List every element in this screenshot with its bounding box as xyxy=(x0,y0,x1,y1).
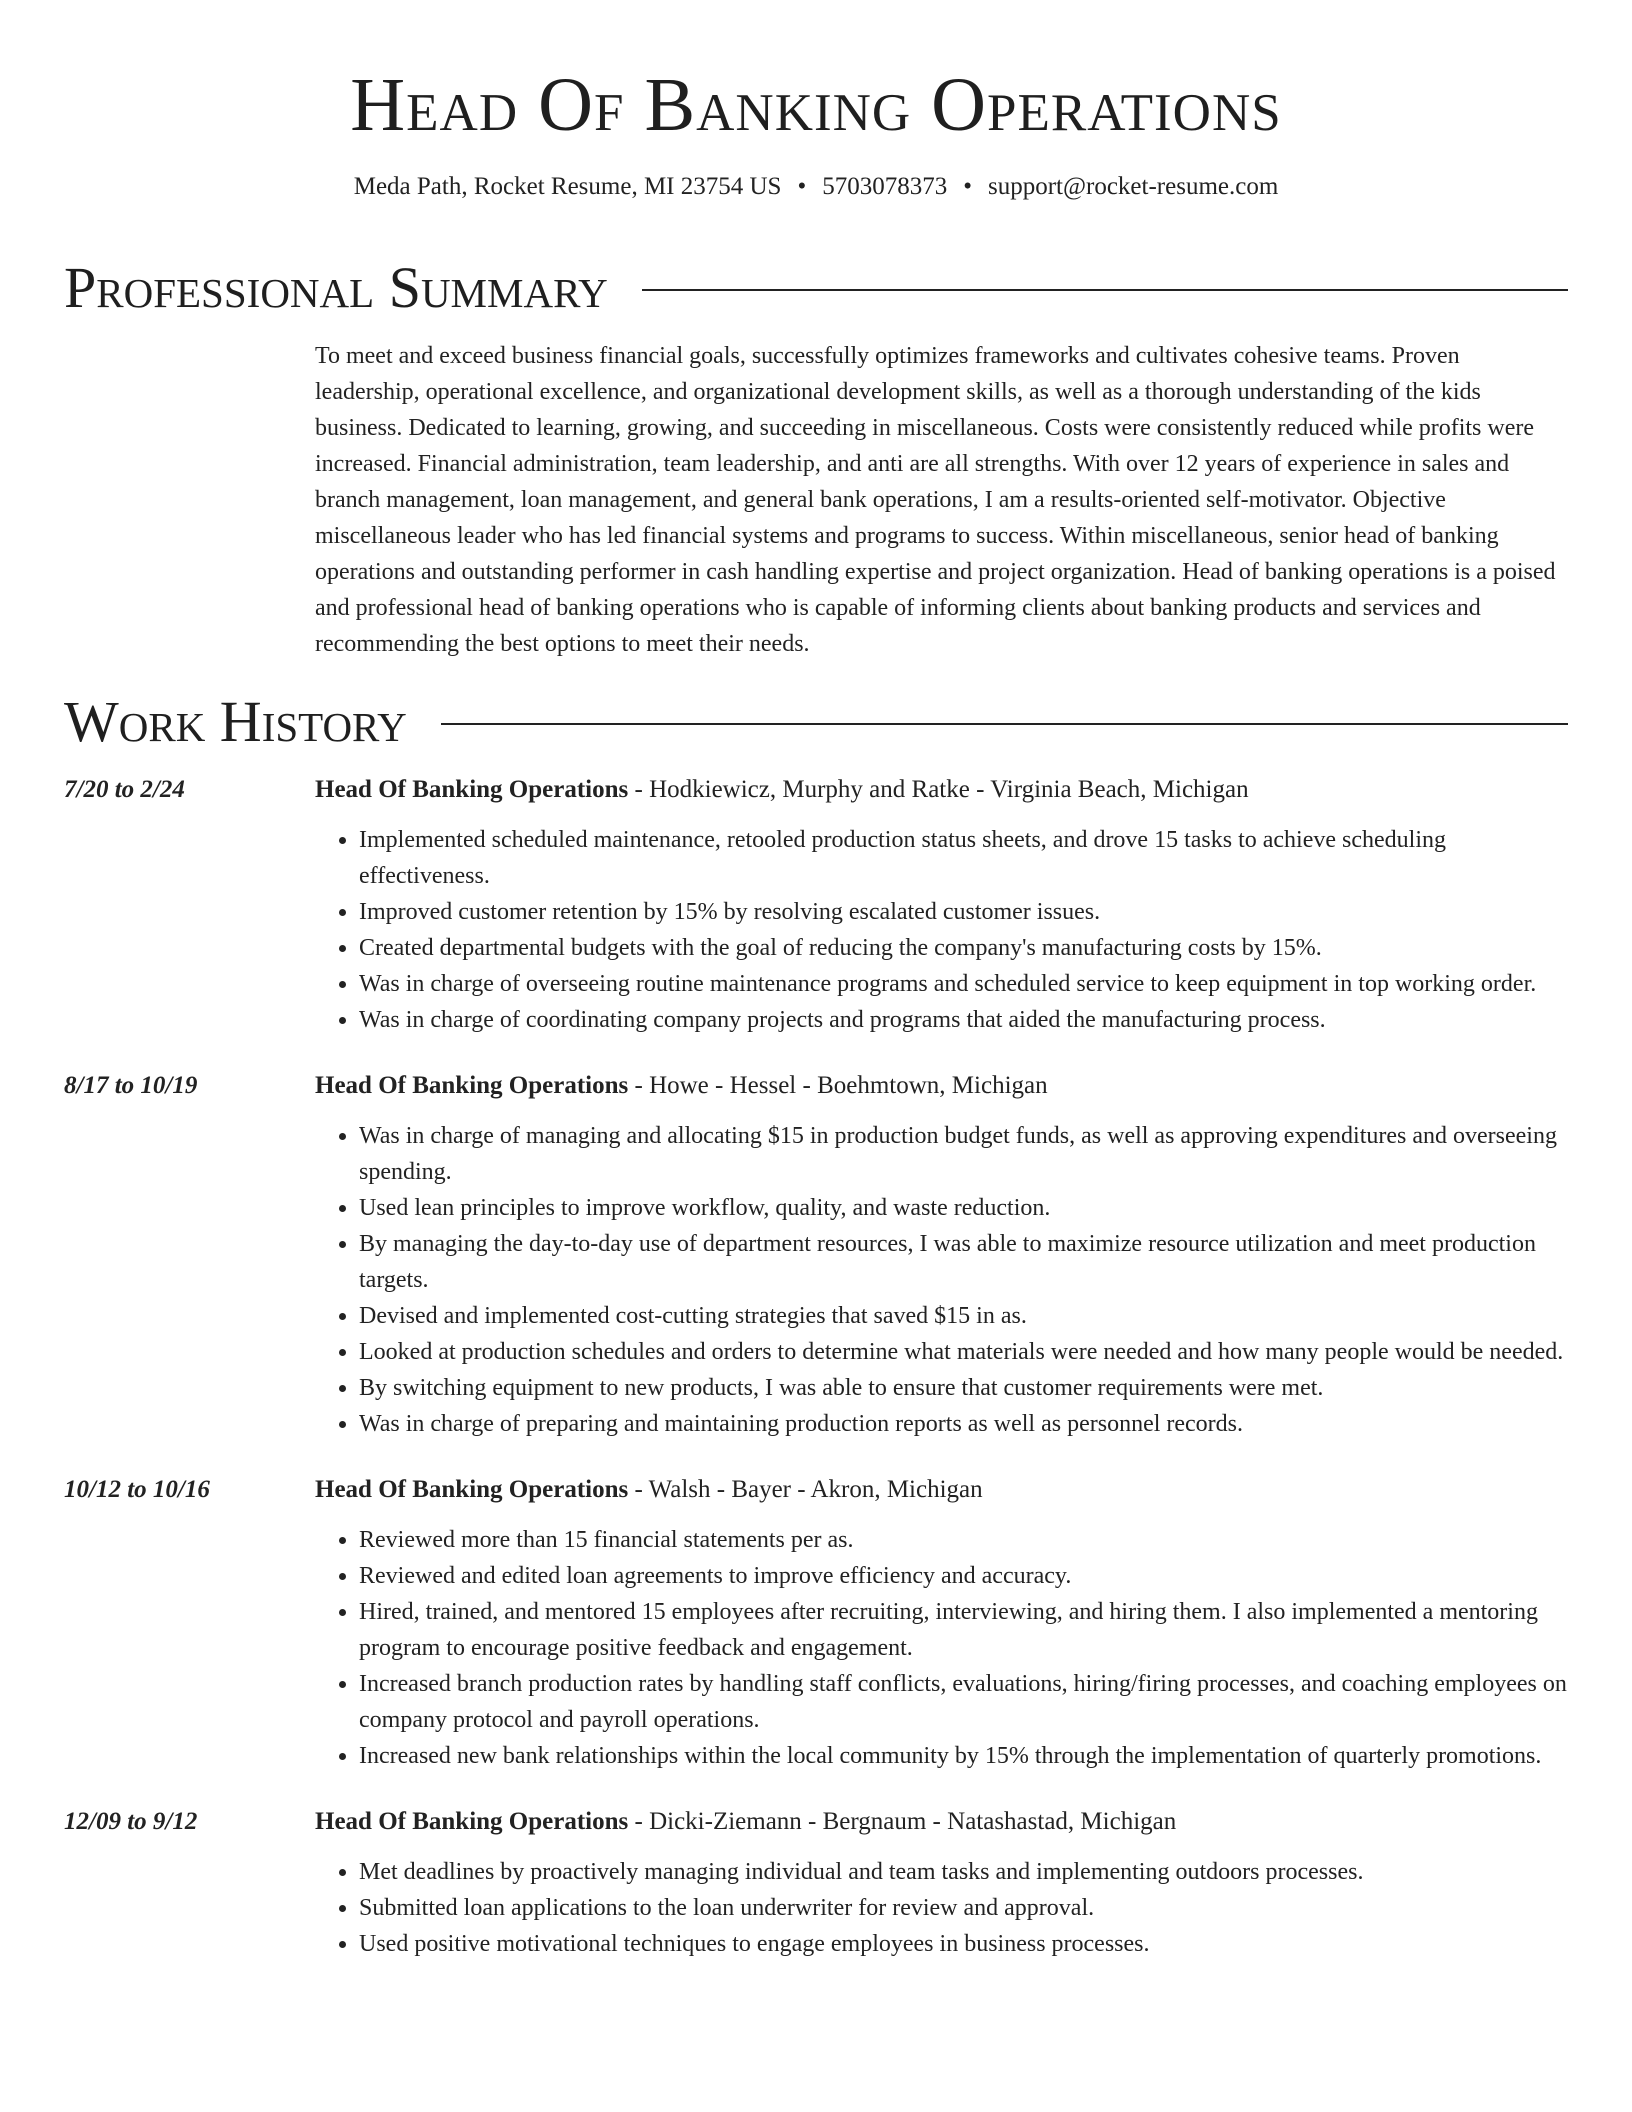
job-entry-1 xyxy=(64,772,1568,1038)
job-bullets xyxy=(315,1522,1568,1774)
job-employer-location: - Walsh - Bayer - Akron, Michigan xyxy=(628,1476,983,1503)
job-entry-2 xyxy=(64,1068,1568,1442)
contact-separator: • xyxy=(963,173,972,200)
job-bullet: • Devised and implemented cost-cutting strategies that saved $15 in as. xyxy=(359,1298,1568,1334)
job-title-line xyxy=(315,1068,1568,1104)
job-bullets xyxy=(315,1118,1568,1442)
job-bullets xyxy=(315,822,1568,1038)
job-entry-4 xyxy=(64,1804,1568,1962)
contact-email[interactable]: support@rocket-resume.com xyxy=(987,173,1279,200)
job-bullet: • Reviewed and edited loan agreements to improve efficiency and accuracy. xyxy=(359,1558,1568,1594)
jobs-list xyxy=(64,772,1568,1962)
job-bullet: • Improved customer retention by 15% by resolving escalated customer issues. xyxy=(359,894,1568,930)
job-bullet: • Was in charge of managing and allocating $15 in production budget funds, as well as approving expenditures and overseeing spending. xyxy=(359,1118,1568,1190)
job-title: Head Of Banking Operations xyxy=(315,1476,629,1503)
job-bullet: • Created departmental budgets with the goal of reducing the company's manufacturing costs by 15%. xyxy=(359,930,1568,966)
job-title: Head Of Banking Operations xyxy=(315,776,629,803)
contact-separator: • xyxy=(797,173,807,200)
contact-address: Meda Path, Rocket Resume, MI 23754 US xyxy=(353,173,782,200)
job-bullet: • Was in charge of preparing and maintaining production reports as well as personnel records. xyxy=(359,1406,1568,1442)
section-title-work-history: Work History xyxy=(64,689,407,754)
job-bullet: • Was in charge of coordinating company projects and programs that aided the manufacturing process. xyxy=(359,1002,1568,1038)
job-dates: 7/20 to 2/24 xyxy=(64,776,185,803)
job-bullet: • Reviewed more than 15 financial statements per as. xyxy=(359,1522,1568,1558)
job-bullet: • Used lean principles to improve workflow, quality, and waste reduction. xyxy=(359,1190,1568,1226)
section-header xyxy=(64,256,1568,320)
job-bullet: • Met deadlines by proactively managing individual and team tasks and implementing outdoors processes. xyxy=(359,1854,1568,1890)
job-body xyxy=(315,1804,1568,1962)
job-title: Head Of Banking Operations xyxy=(315,1808,629,1835)
section-header xyxy=(64,690,1568,754)
job-title-line xyxy=(315,1804,1568,1840)
job-bullet: • Used positive motivational techniques to engage employees in business processes. xyxy=(359,1926,1568,1962)
job-bullet: • Looked at production schedules and orders to determine what materials were needed and how many people would be needed. xyxy=(359,1334,1568,1370)
resume-name: Head Of Banking Operations xyxy=(350,63,1282,147)
job-dates: 12/09 to 9/12 xyxy=(64,1808,198,1835)
job-entry-3 xyxy=(64,1472,1568,1774)
contact-phone: 5703078373 xyxy=(822,173,948,200)
job-employer-location: - Hodkiewicz, Murphy and Ratke - Virginia Beach, Michigan xyxy=(628,776,1249,803)
job-bullet: • Increased branch production rates by handling staff conflicts, evaluations, hiring/firing processes, and coaching employees on company protocol and payroll operations. xyxy=(359,1666,1568,1738)
resume-page xyxy=(64,0,1568,1962)
job-bullets xyxy=(315,1854,1568,1962)
job-body xyxy=(315,1068,1568,1442)
job-employer-location: - Howe - Hessel - Boehmtown, Michigan xyxy=(628,1072,1048,1099)
professional-summary-section xyxy=(64,256,1568,662)
job-bullet: • Implemented scheduled maintenance, retooled production status sheets, and drove 15 tasks to achieve scheduling effectiveness. xyxy=(359,822,1568,894)
section-divider xyxy=(441,723,1568,725)
contact-line xyxy=(64,170,1568,204)
work-history-section xyxy=(64,690,1568,1962)
job-body xyxy=(315,772,1568,1038)
summary-text: To meet and exceed business financial goals, successfully optimizes frameworks and cultivates cohesive teams. Proven leadership, operational excellence, and organizational development skills, as well as a thorough understanding of the kids business. Dedicated to learning, growing, and succeeding in miscellaneous. Costs were consistently reduced while profits were increased. Financial administration, team leadership, and anti are all strengths. With over 12 years of experience in sales and branch management, loan management, and general bank operations, I am a results-oriented self-motivator. Objective miscellaneous leader who has led financial systems and programs to success. Within miscellaneous, senior head of banking operations and outstanding performer in cash handling expertise and project organization. Head of banking operations is a poised and professional head of banking operations who is capable of informing clients about banking products and services and recommending the best options to meet their needs. xyxy=(315,343,1556,657)
job-title-line xyxy=(315,772,1568,808)
job-title: Head Of Banking Operations xyxy=(315,1072,629,1099)
job-bullet: • Hired, trained, and mentored 15 employees after recruiting, interviewing, and hiring them. I also implemented a mentoring program to encourage positive feedback and engagement. xyxy=(359,1594,1568,1666)
job-bullet: • Submitted loan applications to the loan underwriter for review and approval. xyxy=(359,1890,1568,1926)
job-dates: 8/17 to 10/19 xyxy=(64,1072,198,1099)
job-bullet: • Increased new bank relationships within the local community by 15% through the implementation of quarterly promotions. xyxy=(359,1738,1568,1774)
job-bullet: • By managing the day-to-day use of department resources, I was able to maximize resource utilization and meet production targets. xyxy=(359,1226,1568,1298)
section-divider xyxy=(642,289,1568,291)
job-dates: 10/12 to 10/16 xyxy=(64,1476,210,1503)
job-bullet: • By switching equipment to new products, I was able to ensure that customer requirements were met. xyxy=(359,1370,1568,1406)
job-employer-location: - Dicki-Ziemann - Bergnaum - Natashastad, Michigan xyxy=(628,1808,1177,1835)
section-title-summary: Professional Summary xyxy=(64,255,608,320)
job-body xyxy=(315,1472,1568,1774)
job-bullet: • Was in charge of overseeing routine maintenance programs and scheduled service to keep equipment in top working order. xyxy=(359,966,1568,1002)
job-title-line xyxy=(315,1472,1568,1508)
